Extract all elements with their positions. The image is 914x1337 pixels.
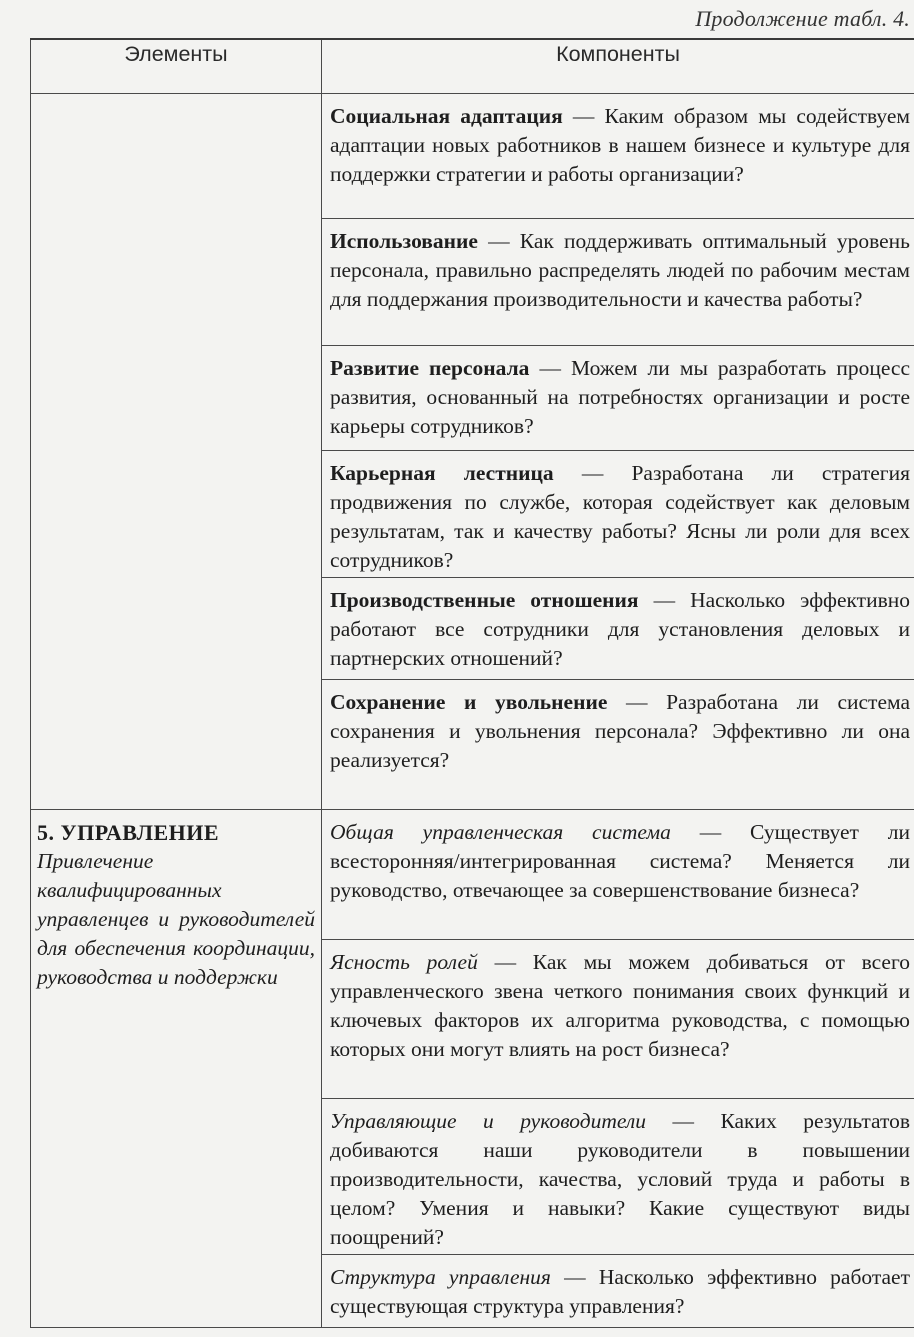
table-row: [31, 810, 914, 940]
component-cell: [322, 1099, 914, 1255]
table-row: [31, 94, 914, 219]
component-term: Развитие персонала: [330, 356, 530, 380]
element-cell-management: [31, 810, 322, 1328]
section-title: 5. УПРАВЛЕНИЕ: [37, 820, 220, 845]
component-text: — Каким образом мы содействуем адаптации новых работников в нашем бизнесе и культуре для поддержки стратегии и работы организации?: [330, 104, 910, 186]
component-cell: [322, 578, 914, 680]
component-cell: [322, 810, 914, 940]
table-caption: Продолжение табл. 4.: [695, 6, 910, 31]
header-components: Компоненты: [322, 39, 914, 94]
component-text: — Каких результатов добиваются наши руководители в повышении производительности, качества, условий труда и работы в целом? Умения и навыки? Какие существуют виды поощрений?: [330, 1109, 910, 1249]
component-term: Использование: [330, 229, 478, 253]
component-cell: [322, 346, 914, 451]
component-cell: [322, 219, 914, 346]
component-cell: [322, 451, 914, 578]
component-text: — Существует ли всесторонняя/интегрированная система? Меняется ли руководство, отвечающее за совершенствование бизнеса?: [330, 820, 911, 902]
component-term: Производственные отношения: [330, 588, 639, 612]
component-cell: [322, 1255, 914, 1328]
component-cell: [322, 94, 914, 219]
component-cell: [322, 680, 914, 810]
component-text: — Можем ли мы разработать процесс развития, основанный на потребностях организации и росте карьеры сотрудников?: [330, 356, 910, 438]
components-table: [30, 38, 914, 1328]
component-term: Управляющие и руководители: [330, 1109, 646, 1133]
component-text: — Разработана ли стратегия продвижения по службе, которая содействует как деловым результатам, так и качеству работы? Ясны ли роли для всех сотрудников?: [330, 461, 911, 572]
component-text: — Насколько эффективно работают все сотрудники для установления деловых и партнерских отношений?: [330, 588, 910, 670]
component-text: — Разработана ли система сохранения и увольнения персонала? Эффективно ли она реализуется?: [330, 690, 910, 772]
elements-cell-empty: [31, 94, 322, 810]
table-header-row: [31, 39, 914, 94]
component-text: — Насколько эффективно работает существующая структура управления?: [330, 1265, 910, 1318]
header-elements: Элементы: [31, 39, 322, 94]
component-term: Карьерная лестница: [330, 461, 554, 485]
section-description: Привлечение квалифицированных управленцев и руководителей для обеспечения координации, руководства и поддержки: [37, 849, 315, 989]
component-term: Социальная адаптация: [330, 104, 563, 128]
component-text: — Как мы можем добиваться от всего управленческого звена четкого понимания своих функций и ключевых факторов их алгоритма руководства, с помощью которых они могут влиять на рост бизнеса?: [330, 950, 910, 1061]
component-term: Ясность ролей: [330, 950, 478, 974]
component-term: Сохранение и увольнение: [330, 690, 608, 714]
component-term: Структура управления: [330, 1265, 551, 1289]
component-term: Общая управленческая система: [330, 820, 671, 844]
component-cell: [322, 940, 914, 1099]
component-text: — Как поддерживать оптимальный уровень персонала, правильно распределять людей по рабочим местам для поддержания производительности и качества работы?: [330, 229, 910, 311]
